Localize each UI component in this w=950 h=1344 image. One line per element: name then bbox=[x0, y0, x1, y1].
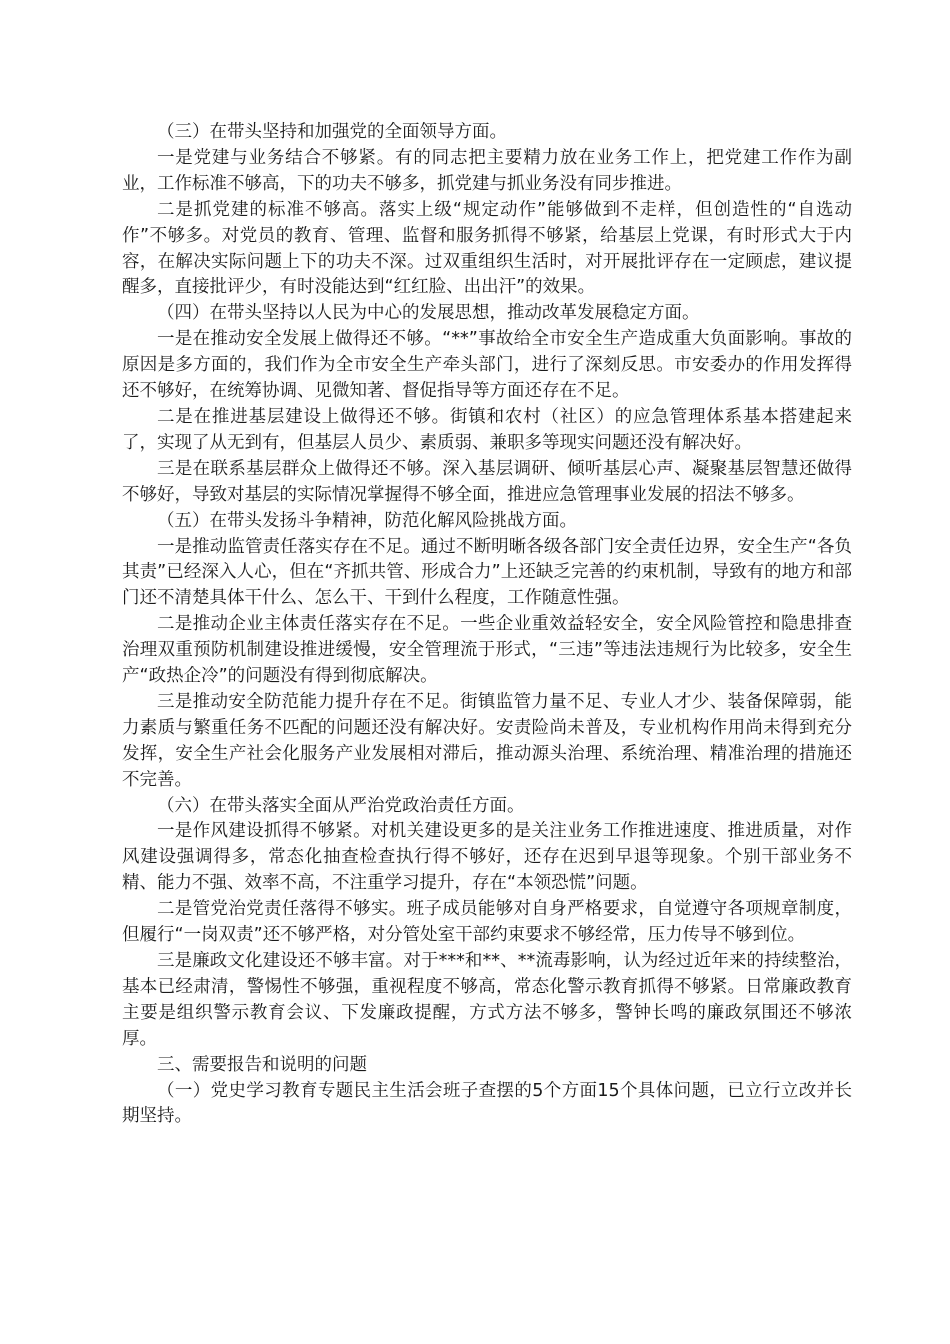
section-heading-4: （四）在带头坚持以人民为中心的发展思想，推动改革发展稳定方面。 bbox=[157, 303, 700, 324]
paragraph: 一是作风建设抓得不够紧。对机关建设更多的是关注业务工作推进速度、推进质量，对作风建设强调得多，常态化抽查检查执行得不够好，还存在迟到早退等现象。个别干部业务不精、能力不强、效率不高，不注重学习提升，存在“本领恐慌”问题。 bbox=[122, 821, 852, 894]
document-body bbox=[122, 120, 852, 1130]
paragraph: 一是党建与业务结合不够紧。有的同志把主要精力放在业务工作上，把党建工作作为副业，工作标准不够高，下的功夫不够多，抓党建与抓业务没有同步推进。 bbox=[122, 147, 852, 194]
section-heading-5: （五）在带头发扬斗争精神，防范化解风险挑战方面。 bbox=[157, 510, 577, 531]
paragraph: 二是在推进基层建设上做得还不够。街镇和农村（社区）的应急管理体系基本搭建起来了，实现了从无到有，但基层人员少、素质弱、兼职多等现实问题还没有解决好。 bbox=[122, 406, 852, 453]
paragraph: 一是在推动安全发展上做得还不够。“**”事故给全市安全生产造成重大负面影响。事故的原因是多方面的，我们作为全市安全生产牵头部门，进行了深刻反思。市安委办的作用发挥得还不够好，在统筹协调、见微知著、督促指导等方面还存在不足。 bbox=[122, 329, 852, 402]
section-heading-3: （三）在带头坚持和加强党的全面领导方面。 bbox=[157, 122, 507, 142]
paragraph: 一是推动监管责任落实存在不足。通过不断明晰各级各部门安全责任边界，安全生产“各负其责”已经深入人心，但在“齐抓共管、形成合力”上还缺乏完善的约束机制，导致有的地方和部门还不清楚具体干什么、怎么干、干到什么程度，工作随意性强。 bbox=[122, 536, 852, 609]
paragraph: 三是在联系基层群众上做得还不够。深入基层调研、倾听基层心声、凝聚基层智慧还做得不够好，导致对基层的实际情况掌握得不够全面，推进应急管理事业发展的招法不够多。 bbox=[122, 458, 852, 505]
section-heading-6: （六）在带头落实全面从严治党政治责任方面。 bbox=[157, 795, 525, 816]
paragraph: 二是管党治党责任落得不够实。班子成员能够对自身严格要求，自觉遵守各项规章制度，但履行“一岗双责”还不够严格，对分管处室干部约束要求不够经常，压力传导不够到位。 bbox=[122, 899, 852, 946]
chapter-heading-3: 三、需要报告和说明的问题 bbox=[157, 1054, 367, 1075]
paragraph: 二是抓党建的标准不够高。落实上级“规定动作”能够做到不走样，但创造性的“自选动作”不够多。对党员的教育、管理、监督和服务抓得不够紧，给基层上党课，有时形式大于内容，在解决实际问题上下的功夫不深。过双重组织生活时，对开展批评存在一定顾虑，建议提醒多，直接批评少，有时没能达到“红红脸、出出汗”的效果。 bbox=[122, 199, 852, 298]
paragraph: 三是廉政文化建设还不够丰富。对于***和**、**流毒影响，认为经过近年来的持续整治，基本已经肃清，警惕性不够强，重视程度不够高，常态化警示教育抓得不够紧。日常廉政教育主要是组织警示教育会议、下发廉政提醒，方式方法不够多，警钟长鸣的廉政氛围还不够浓厚。 bbox=[122, 951, 852, 1049]
paragraph: 三是推动安全防范能力提升存在不足。街镇监管力量不足、专业人才少、装备保障弱，能力素质与繁重任务不匹配的问题还没有解决好。安责险尚未普及，专业机构作用尚未得到充分发挥，安全生产社会化服务产业发展相对滞后，推动源头治理、系统治理、精准治理的措施还不完善。 bbox=[122, 691, 852, 790]
paragraph: 二是推动企业主体责任落实存在不足。一些企业重效益轻安全，安全风险管控和隐患排查治理双重预防机制建设推进缓慢，安全管理流于形式，“三违”等违法违规行为比较多，安全生产“政热企冷”的问题没有得到彻底解决。 bbox=[122, 614, 852, 687]
paragraph: （一）党史学习教育专题民主生活会班子查摆的5个方面15个具体问题，已立行立改并长期坚持。 bbox=[122, 1080, 852, 1127]
